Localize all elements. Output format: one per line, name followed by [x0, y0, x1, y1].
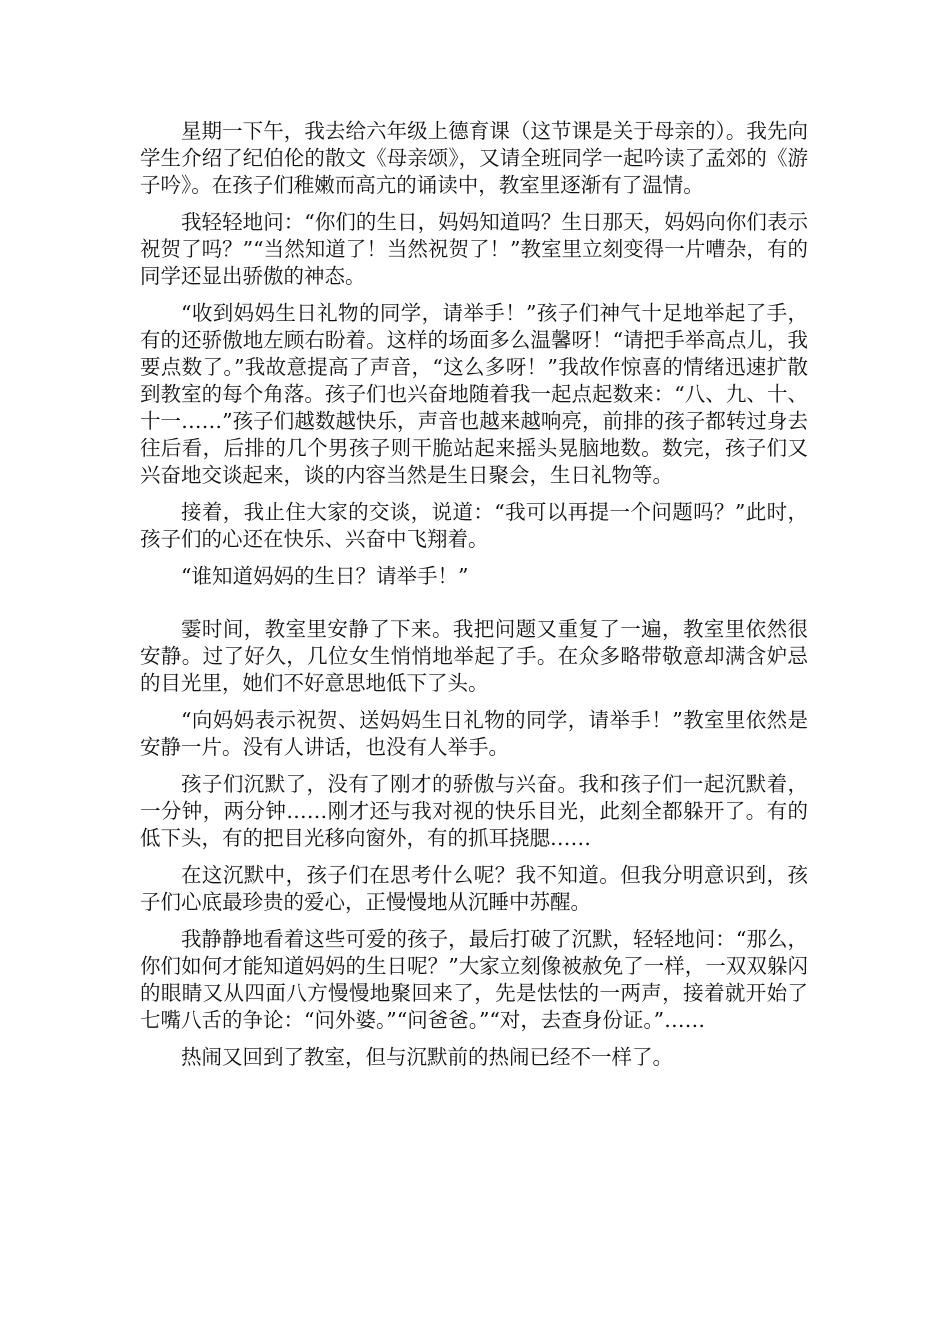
paragraph-5: “谁知道妈妈的生日？请举手！”: [181, 564, 469, 588]
paragraph-1: 星期一下午，我去给六年级上德育课（这节课是关于母亲的）。我先向学生介绍了纪伯伦的散文《母亲颂》，又请全班同学一起吟读了孟郊的《游子吟》。在孩子们稚嫩而高亢的诵读中，教室里逐渐有了温情。: [140, 119, 808, 197]
paragraph-11: 热闹又回到了教室，但与沉默前的热闹已经不一样了。: [181, 1045, 673, 1069]
paragraph-3: “收到妈妈生日礼物的同学，请举手！”孩子们神气十足地举起了手，有的还骄傲地左顾右盼着。这样的场面多么温馨呀！“请把手举高点儿，我要点数了。”我故意提高了声音，“这么多呀！”我故作惊喜的情绪迅速扩散到教室的每个角落。孩子们也兴奋地随着我一起点起数来：“八、九、十、十一……”孩子们越数越快乐，声音也越来越响亮，前排的孩子都转过身去往后看，后排的几个男孩子则干脆站起来摇头晃脑地数。数完，孩子们又兴奋地交谈起来，谈的内容当然是生日聚会，生日礼物等。: [140, 301, 808, 487]
paragraph-6: 霎时间，教室里安静了下来。我把问题又重复了一遍，教室里依然很安静。过了好久，几位女生悄悄地举起了手。在众多略带敬意却满含妒忌的目光里，她们不好意思地低下了头。: [140, 617, 808, 695]
paragraph-10: 我静静地看着这些可爱的孩子，最后打破了沉默，轻轻地问：“那么，你们如何才能知道妈妈的生日呢？”大家立刻像被赦免了一样，一双双躲闪的眼睛又从四面八方慢慢地聚回来了，先是怯怯的一两声，接着就开始了七嘴八舌的争论：“问外婆。”“问爸爸。”“对，去查身份证。”……: [140, 927, 808, 1032]
paragraph-4: 接着，我止住大家的交谈，说道：“我可以再提一个问题吗？”此时，孩子们的心还在快乐、兴奋中飞翔着。: [140, 500, 808, 551]
paragraph-8: 孩子们沉默了，没有了刚才的骄傲与兴奋。我和孩子们一起沉默着，一分钟，两分钟……刚才还与我对视的快乐目光，此刻全都躲开了。有的低下头，有的把目光移向窗外，有的抓耳挠腮……: [140, 772, 808, 850]
paragraph-7: “向妈妈表示祝贺、送妈妈生日礼物的同学，请举手！”教室里依然是安静一片。没有人讲话，也没有人举手。: [140, 708, 808, 759]
paragraph-2: 我轻轻地问：“你们的生日，妈妈知道吗？生日那天，妈妈向你们表示祝贺了吗？”“当然知道了！当然祝贺了！”教室里立刻变得一片嘈杂，有的同学还显出骄傲的神态。: [140, 210, 808, 288]
paragraph-9: 在这沉默中，孩子们在思考什么呢？我不知道。但我分明意识到，孩子们心底最珍贵的爱心，正慢慢地从沉睡中苏醒。: [140, 863, 808, 914]
essay-body: [140, 118, 808, 1081]
